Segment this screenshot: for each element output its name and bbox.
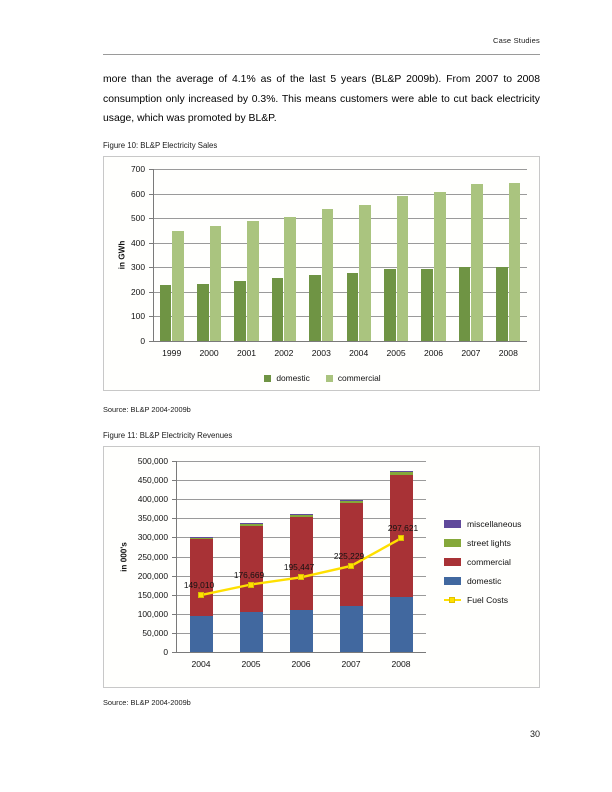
- y-axis-line: [153, 169, 154, 341]
- x-axis-tick-label: 2005: [386, 348, 406, 358]
- bar-commercial-2005: [397, 196, 409, 341]
- bar-commercial-2001: [247, 221, 259, 341]
- x-axis-tick-label: 2004: [191, 659, 211, 669]
- y-axis-tick-mark: [172, 652, 176, 653]
- fuel-cost-marker-2008: [398, 535, 404, 541]
- y-axis-tick-label: 300,000: [137, 532, 168, 543]
- body-paragraph: more than the average of 4.1% as of the last 5 years (BL&P 2009b). From 2007 to 2008 consumption only increased by 0.3%. This means customers were able to cut back electricity usage, which was promoted by BL&P.: [103, 74, 540, 124]
- figure-11-chart: [103, 446, 540, 688]
- x-axis-tick-label: 2007: [461, 348, 481, 358]
- x-axis-tick-label: 2002: [274, 348, 294, 358]
- bar-group: [421, 169, 445, 341]
- legend-item-street-lights: [444, 538, 521, 548]
- bar-group: [309, 169, 333, 341]
- fuel-cost-data-label-2004: 149,010: [183, 580, 215, 591]
- page-number: 30: [529, 729, 540, 739]
- bar-group: [384, 169, 408, 341]
- figure-10-caption: Figure 10: BL&P Electricity Sales: [103, 141, 218, 150]
- y-axis-tick-mark: [149, 316, 153, 317]
- fuel-cost-marker-2007: [348, 563, 354, 569]
- bar-group: [347, 169, 371, 341]
- y-axis-tick-mark: [149, 267, 153, 268]
- bar-commercial-2002: [284, 217, 296, 341]
- bar-domestic-2000: [197, 284, 209, 341]
- y-axis-tick-mark: [172, 480, 176, 481]
- bar-commercial-2003: [322, 209, 334, 341]
- y-gridline: [176, 652, 426, 653]
- figure-10-source: Source: BL&P 2004-2009b: [103, 405, 191, 414]
- y-axis-tick-mark: [172, 499, 176, 500]
- bar-group: [459, 169, 483, 341]
- bar-commercial-1999: [172, 231, 184, 341]
- bar-domestic-2006: [421, 269, 433, 341]
- y-axis-tick-label: 0: [163, 647, 168, 657]
- figure-11-legend: [444, 519, 521, 605]
- x-axis-tick-label: 2001: [236, 348, 257, 358]
- bar-domestic-2005: [384, 269, 396, 341]
- y-gridline: [153, 341, 527, 342]
- bar-group: [496, 169, 520, 341]
- fuel-cost-marker-2004: [198, 592, 204, 598]
- bar-domestic-2008: [496, 267, 508, 341]
- legend-label: domestic: [467, 576, 502, 586]
- y-axis-tick-label: 400,000: [137, 494, 168, 505]
- y-axis-tick-label: 300: [131, 262, 145, 273]
- fuel-cost-data-label-2005: 176,669: [233, 569, 265, 580]
- legend-label: Fuel Costs: [467, 595, 509, 605]
- bar-commercial-2007: [471, 184, 483, 341]
- x-axis-tick-label: 2004: [349, 348, 369, 358]
- legend-label: commercial: [337, 373, 381, 383]
- y-axis-tick-label: 150,000: [137, 589, 168, 600]
- bar-domestic-2004: [347, 273, 359, 341]
- y-axis-tick-label: 600: [131, 188, 145, 199]
- legend-swatch-domestic-icon: [264, 375, 271, 382]
- figure-10-plot-area: [153, 169, 527, 341]
- bar-group: [272, 169, 296, 341]
- y-axis-tick-mark: [172, 461, 176, 462]
- figure-11-plot-area: [176, 461, 426, 652]
- figure-10-chart: [103, 156, 540, 391]
- y-axis-title: in GWh: [117, 240, 127, 270]
- x-axis-tick-label: 1999: [162, 348, 182, 358]
- y-axis-tick-label: 250,000: [137, 551, 168, 562]
- y-axis-tick-label: 500: [131, 213, 145, 224]
- y-axis-tick-label: 200,000: [137, 570, 168, 581]
- bar-domestic-2007: [459, 267, 471, 341]
- y-axis-tick-mark: [172, 557, 176, 558]
- fuel-costs-line: [176, 461, 426, 652]
- running-head: Case Studies: [492, 36, 540, 45]
- bar-group: [160, 169, 184, 341]
- y-axis-tick-mark: [172, 537, 176, 538]
- figure-11-source: Source: BL&P 2004-2009b: [103, 698, 191, 707]
- x-axis-tick-label: 2008: [498, 348, 518, 358]
- legend-item-domestic: [444, 576, 521, 586]
- x-axis-tick-label: 2005: [241, 659, 261, 669]
- y-axis-tick-label: 200: [131, 286, 145, 297]
- y-axis-tick-mark: [149, 341, 153, 342]
- y-axis-tick-label: 350,000: [137, 513, 168, 524]
- bar-commercial-2000: [210, 226, 222, 341]
- y-axis-tick-mark: [172, 595, 176, 596]
- x-axis-tick-label: 2006: [423, 348, 444, 358]
- bar-group: [197, 169, 221, 341]
- y-axis-tick-label: 50,000: [142, 627, 168, 638]
- y-axis-tick-label: 700: [131, 164, 145, 174]
- y-axis-title: in 000's: [119, 541, 129, 572]
- legend-item-commercial: [444, 557, 521, 567]
- y-axis-tick-label: 100,000: [137, 608, 168, 619]
- x-axis-tick-label: 2003: [311, 348, 331, 358]
- fuel-cost-data-label-2006: 195,447: [283, 562, 315, 573]
- y-axis-tick-label: 500,000: [137, 456, 168, 466]
- x-axis-tick-label: 2008: [391, 659, 411, 669]
- legend-item-miscellaneous: [444, 519, 521, 529]
- bar-group: [234, 169, 258, 341]
- header-divider: [103, 54, 540, 55]
- fuel-cost-marker-2005: [248, 582, 254, 588]
- y-axis-tick-mark: [149, 243, 153, 244]
- y-axis-tick-label: 100: [131, 311, 145, 322]
- legend-item-commercial: [326, 373, 381, 383]
- fuel-cost-data-label-2007: 225,229: [333, 550, 365, 561]
- fuel-cost-data-label-2008: 297,621: [387, 523, 419, 534]
- y-axis-tick-mark: [172, 576, 176, 577]
- x-axis-tick-label: 2006: [291, 659, 311, 669]
- legend-item-domestic: [264, 373, 310, 383]
- y-axis-tick-label: 450,000: [137, 475, 168, 486]
- legend-label: miscellaneous: [467, 519, 522, 529]
- legend-swatch-commercial-icon: [444, 558, 461, 566]
- bar-commercial-2008: [509, 183, 521, 341]
- x-axis-tick-label: 2000: [199, 348, 219, 358]
- y-axis-tick-mark: [149, 169, 153, 170]
- y-axis-tick-mark: [149, 194, 153, 195]
- legend-swatch-commercial-icon: [326, 375, 333, 382]
- bar-domestic-2002: [272, 278, 284, 341]
- legend-item-fuel-costs: [444, 595, 521, 605]
- y-axis-tick-mark: [172, 518, 176, 519]
- bar-commercial-2004: [359, 205, 371, 341]
- y-axis-tick-label: 0: [140, 336, 145, 346]
- y-axis-tick-mark: [149, 292, 153, 293]
- fuel-cost-marker-2006: [298, 574, 304, 580]
- y-axis-tick-mark: [149, 218, 153, 219]
- x-axis-tick-label: 2007: [341, 659, 361, 669]
- legend-label: street lights: [467, 538, 511, 548]
- figure-10-legend: [104, 373, 541, 383]
- legend-swatch-miscellaneous-icon: [444, 520, 461, 528]
- figure-11-caption: Figure 11: BL&P Electricity Revenues: [103, 431, 233, 440]
- legend-label: commercial: [467, 557, 511, 567]
- bar-commercial-2006: [434, 192, 446, 341]
- bar-domestic-1999: [160, 285, 172, 341]
- legend-swatch-street-lights-icon: [444, 539, 461, 547]
- y-axis-tick-mark: [172, 614, 176, 615]
- y-axis-tick-mark: [172, 633, 176, 634]
- legend-swatch-domestic-icon: [444, 577, 461, 585]
- y-axis-tick-label: 400: [131, 237, 145, 248]
- legend-label: domestic: [276, 373, 310, 383]
- legend-swatch-fuel-costs-icon: [444, 596, 461, 604]
- bar-domestic-2001: [234, 281, 246, 341]
- bar-domestic-2003: [309, 275, 321, 341]
